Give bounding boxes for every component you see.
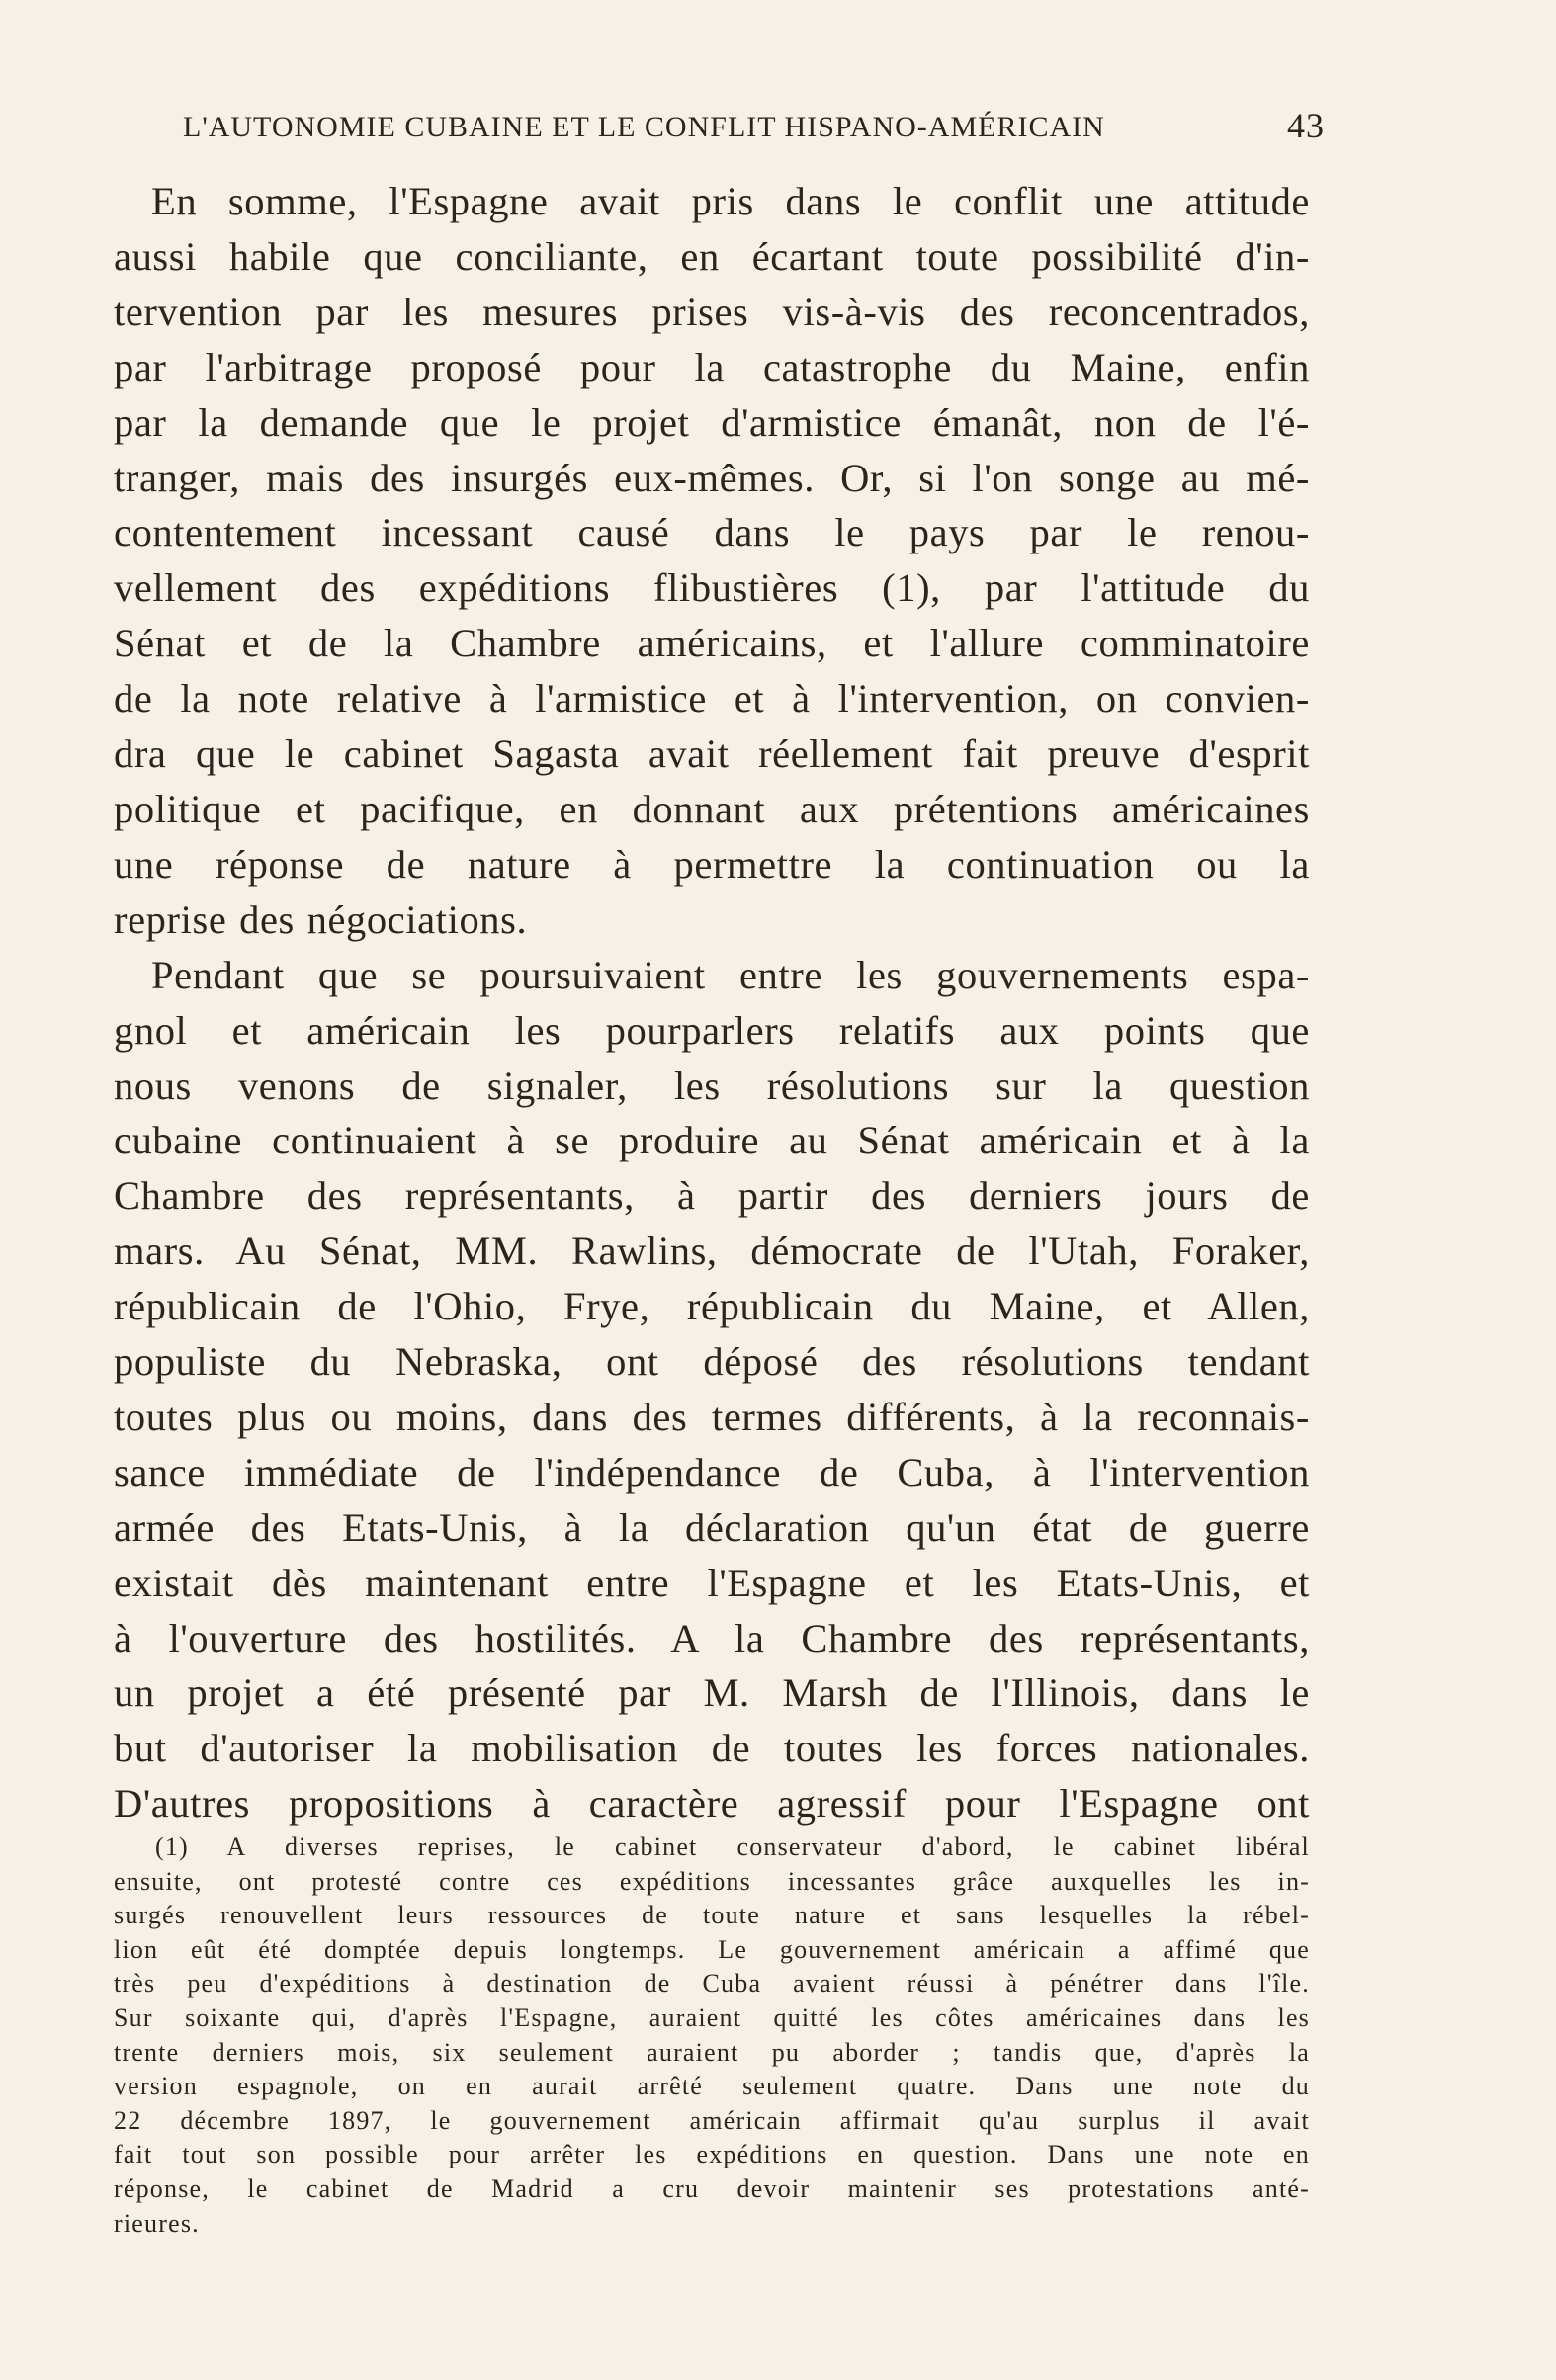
- text-line: aussi habile que conciliante, en écartant toute possibilité d'in-: [114, 233, 1310, 279]
- page-number: 43: [1287, 106, 1325, 145]
- footnote-line: lion eût été domptée depuis longtemps. Le gouvernement américain a affimé que: [114, 1934, 1310, 1964]
- text-line: une réponse de nature à permettre la continuation ou la: [114, 841, 1310, 887]
- text-line: politique et pacifique, en donnant aux prétentions américaines: [114, 786, 1310, 831]
- footnote-line: (1) A diverses reprises, le cabinet conservateur d'abord, le cabinet libéral: [155, 1832, 1310, 1861]
- running-title: L'AUTONOMIE CUBAINE ET LE CONFLIT HISPANO-AMÉRICAIN: [183, 111, 1105, 143]
- text-line: par la demande que le projet d'armistice émanât, non de l'é-: [114, 399, 1310, 445]
- text-line: par l'arbitrage proposé pour la catastrophe du Maine, enfin: [114, 344, 1310, 389]
- main-text: [114, 174, 1310, 1831]
- text-line: dra que le cabinet Sagasta avait réellement fait preuve d'esprit: [114, 731, 1310, 777]
- footnote-line: très peu d'expéditions à destination de Cuba avaient réussi à pénétrer dans l'île.: [114, 1969, 1310, 1998]
- text-line: cubaine continuaient à se produire au Sénat américain et à la: [114, 1118, 1310, 1163]
- text-line: but d'autoriser la mobilisation de toutes les forces nationales.: [114, 1726, 1310, 1771]
- text-line: Sénat et de la Chambre américains, et l'allure comminatoire: [114, 621, 1310, 666]
- text-line: populiste du Nebraska, ont déposé des résolutions tendant: [114, 1339, 1310, 1385]
- text-line: sance immédiate de l'indépendance de Cuba, à l'intervention: [114, 1449, 1310, 1494]
- text-line: Pendant que se poursuivaient entre les gouvernements espa-: [151, 952, 1310, 997]
- text-line: à l'ouverture des hostilités. A la Chambre des représentants,: [114, 1615, 1310, 1660]
- text-line: Chambre des représentants, à partir des derniers jours de: [114, 1173, 1310, 1219]
- footnote-line: Sur soixante qui, d'après l'Espagne, auraient quitté les côtes américaines dans les: [114, 2002, 1310, 2032]
- footnote-line: version espagnole, on en aurait arrêté seulement quatre. Dans une note du: [114, 2072, 1310, 2101]
- text-line: républicain de l'Ohio, Frye, républicain du Maine, et Allen,: [114, 1284, 1310, 1329]
- text-line: armée des Etats-Unis, à la déclaration qu'un état de guerre: [114, 1504, 1310, 1550]
- page-header: [183, 105, 1325, 154]
- footnote-line: surgés renouvellent leurs ressources de toute nature et sans lesquelles la rébel-: [114, 1901, 1310, 1930]
- text-line: toutes plus ou moins, dans des termes différents, à la reconnais-: [114, 1394, 1310, 1439]
- footnote-line: réponse, le cabinet de Madrid a cru devoir maintenir ses protestations anté-: [114, 2173, 1310, 2203]
- text-line: mars. Au Sénat, MM. Rawlins, démocrate de l'Utah, Foraker,: [114, 1229, 1310, 1274]
- text-line: un projet a été présenté par M. Marsh de l'Illinois, dans le: [114, 1670, 1310, 1716]
- footnote: [114, 1830, 1310, 2241]
- text-line: gnol et américain les pourparlers relatifs aux points que: [114, 1007, 1310, 1053]
- text-line: D'autres propositions à caractère agressif pour l'Espagne ont: [114, 1781, 1310, 1827]
- text-line: vellement des expéditions flibustières (1), par l'attitude du: [114, 565, 1310, 611]
- text-line: existait dès maintenant entre l'Espagne et les Etats-Unis, et: [114, 1560, 1310, 1605]
- text-line: de la note relative à l'armistice et à l'intervention, on convien-: [114, 676, 1310, 722]
- text-line: contentement incessant causé dans le pays par le renou-: [114, 510, 1310, 555]
- footnote-line: ensuite, ont protesté contre ces expéditions incessantes grâce auxquelles les in-: [114, 1866, 1310, 1896]
- text-line: tranger, mais des insurgés eux-mêmes. Or, si l'on songe au mé-: [114, 455, 1310, 500]
- footnote-line: trente derniers mois, six seulement auraient pu aborder ; tandis que, d'après la: [114, 2037, 1310, 2067]
- text-line: En somme, l'Espagne avait pris dans le conflit une attitude: [151, 179, 1310, 223]
- footnote-line: 22 décembre 1897, le gouvernement américain affirmait qu'au surplus il avait: [114, 2105, 1310, 2135]
- text-line: reprise des négociations.: [114, 896, 528, 942]
- footnote-line: rieures.: [114, 2208, 200, 2238]
- text-line: tervention par les mesures prises vis-à-vis des reconcentrados,: [114, 289, 1310, 334]
- footnote-line: fait tout son possible pour arrêter les expéditions en question. Dans une note en: [114, 2140, 1310, 2169]
- text-line: nous venons de signaler, les résolutions sur la question: [114, 1062, 1310, 1108]
